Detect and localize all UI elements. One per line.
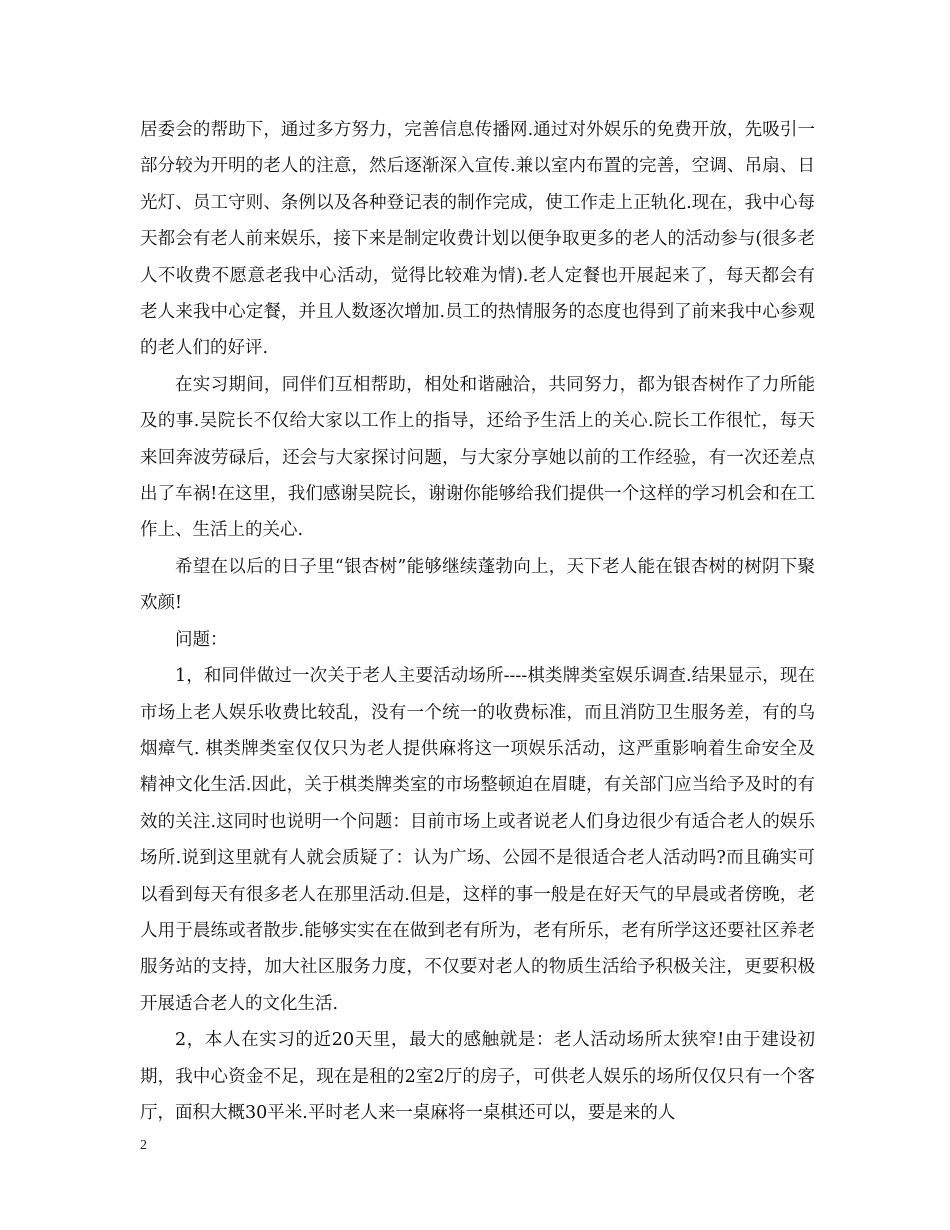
question-2-paragraph: 2，本人在实习的近20天里，最大的感触就是：老人活动场所太狭窄!由于建设初期，我中心资金不足，现在是租的2室2厅的房子，可供老人娱乐的场所仅仅只有一个客厅，面积大概30平米.平时老人来一桌麻将一桌棋还可以，要是来的人 — [140, 1030, 815, 1123]
paragraph-3: 希望在以后的日子里“银杏树”能够继续蓬勃向上，天下老人能在银杏树的树阴下聚欢颜! — [140, 556, 815, 614]
page-number: 2 — [140, 1138, 147, 1153]
document-body — [140, 112, 815, 1131]
paragraph-1: 居委会的帮助下，通过多方努力，完善信息传播网.通过对外娱乐的免费开放，先吸引一部分较为开明的老人的注意，然后逐渐深入宣传.兼以室内布置的完善，空调、吊扇、日光灯、员工守则、条例以及各种登记表的制作完成，使工作走上正轨化.现在，我中心每天都会有老人前来娱乐，接下来是制定收费计划以便争取更多的老人的活动参与(很多老人不收费不愿意老我中心活动，觉得比较难为情).老人定餐也开展起来了，每天都会有老人来我中心定餐，并且人数逐次增加.员工的热情服务的态度也得到了前来我中心参观的老人们的好评. — [140, 120, 815, 359]
question-1-paragraph: 1，和同伴做过一次关于老人主要活动场所----棋类牌类室娱乐调查.结果显示，现在市场上老人娱乐收费比较乱，没有一个统一的收费标准，而且消防卫生服务差，有的乌烟瘴气. 棋类牌类室仅仅只为老人提供麻将这一项娱乐活动，这严重影响着生命安全及精神文化生活.因此，关于棋类牌类室的市场整顿迫在眉睫，有关部门应当给予及时的有效的关注.这同时也说明一个问题：目前市场上或者说老人们身边很少有适合老人的娱乐场所.说到这里就有人就会质疑了：认为广场、公园不是很适合老人活动吗?而且确实可以看到每天有很多老人在那里活动.但是，这样的事一般是在好天气的早晨或者傍晚，老人用于晨练或者散步.能够实实在在做到老有所为，老有所乐，老有所学这还要社区养老服务站的支持，加大社区服务力度，不仅要对老人的物质生活给予积极关注，更要积极开展适合老人的文化生活. — [140, 666, 815, 1014]
paragraph-2: 在实习期间，同伴们互相帮助，相处和谐融洽，共同努力，都为银杏树作了力所能及的事.吴院长不仅给大家以工作上的指导，还给予生活上的关心.院长工作很忙，每天来回奔波劳碌后，还会与大家探讨问题，与大家分享她以前的工作经验，有一次还差点出了车祸!在这里，我们感谢吴院长，谢谢你能够给我们提供一个这样的学习机会和在工作上、生活上的关心. — [140, 374, 815, 541]
section-heading-questions: 问题： — [175, 629, 228, 650]
